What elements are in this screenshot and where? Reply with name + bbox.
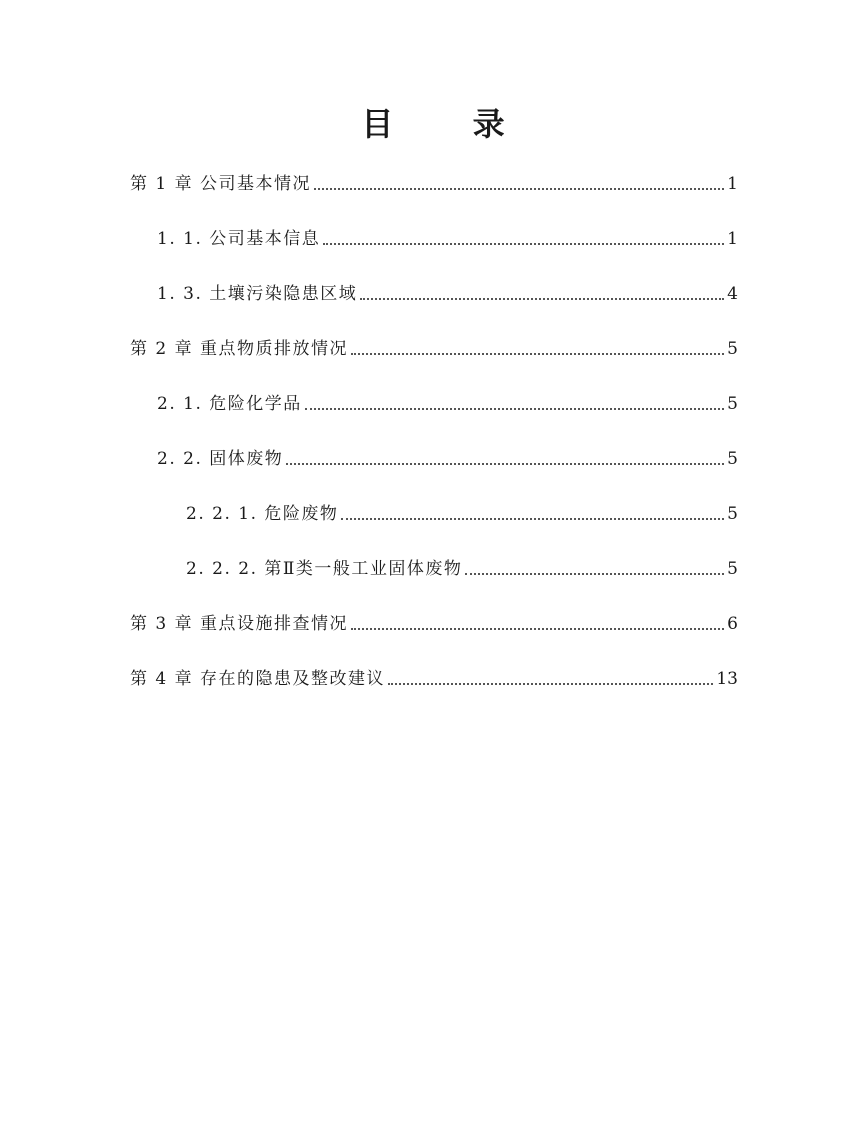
toc-entry-label: 1. 1. 公司基本信息 bbox=[157, 229, 321, 249]
toc-page-number: 5 bbox=[727, 339, 738, 359]
toc-entry-section-2-2-2[interactable] bbox=[186, 549, 738, 581]
toc-page-number: 4 bbox=[727, 284, 738, 304]
toc-page-number: 1 bbox=[727, 229, 738, 249]
dot-leader bbox=[465, 572, 724, 575]
dot-leader bbox=[323, 242, 724, 245]
toc-entry-label: 2. 1. 危险化学品 bbox=[157, 394, 302, 414]
dot-leader bbox=[286, 462, 724, 465]
toc-page-number: 1 bbox=[727, 174, 738, 194]
toc-title: 目 录 bbox=[361, 105, 539, 143]
toc-page-number: 5 bbox=[727, 394, 738, 414]
toc-entry-chapter-4[interactable] bbox=[130, 659, 738, 691]
toc-entry-chapter-3[interactable] bbox=[130, 604, 738, 636]
toc-page-number: 5 bbox=[727, 559, 738, 579]
toc-entry-label: 第 2 章 重点物质排放情况 bbox=[130, 339, 349, 359]
toc-entry-label: 2. 2. 2. 第Ⅱ类一般工业固体废物 bbox=[186, 559, 463, 579]
toc-page-number: 6 bbox=[727, 614, 738, 634]
toc-entry-chapter-2[interactable] bbox=[130, 329, 738, 361]
toc-entry-label: 1. 3. 土壤污染隐患区域 bbox=[157, 284, 358, 304]
toc-entry-label: 第 4 章 存在的隐患及整改建议 bbox=[130, 669, 386, 689]
toc-entry-label: 2. 2. 1. 危险废物 bbox=[186, 504, 339, 524]
dot-leader bbox=[351, 352, 724, 355]
toc-page-number: 5 bbox=[727, 504, 738, 524]
dot-leader bbox=[360, 297, 724, 300]
toc-entry-label: 第 3 章 重点设施排查情况 bbox=[130, 614, 349, 634]
toc-page-number: 13 bbox=[716, 669, 738, 689]
toc-page-number: 5 bbox=[727, 449, 738, 469]
dot-leader bbox=[341, 517, 724, 520]
toc-entry-section-2-2[interactable] bbox=[157, 439, 738, 471]
dot-leader bbox=[314, 187, 724, 190]
dot-leader bbox=[351, 627, 724, 630]
dot-leader bbox=[305, 407, 724, 410]
toc-entry-chapter-1[interactable] bbox=[130, 164, 738, 196]
dot-leader bbox=[388, 682, 713, 685]
toc-entry-section-2-1[interactable] bbox=[157, 384, 738, 416]
toc-entry-label: 2. 2. 固体废物 bbox=[157, 449, 284, 469]
toc-entry-section-1-3[interactable] bbox=[157, 274, 738, 306]
toc-entry-section-1-1[interactable] bbox=[157, 219, 738, 251]
toc-entry-label: 第 1 章 公司基本情况 bbox=[130, 174, 312, 194]
toc-entry-section-2-2-1[interactable] bbox=[186, 494, 738, 526]
